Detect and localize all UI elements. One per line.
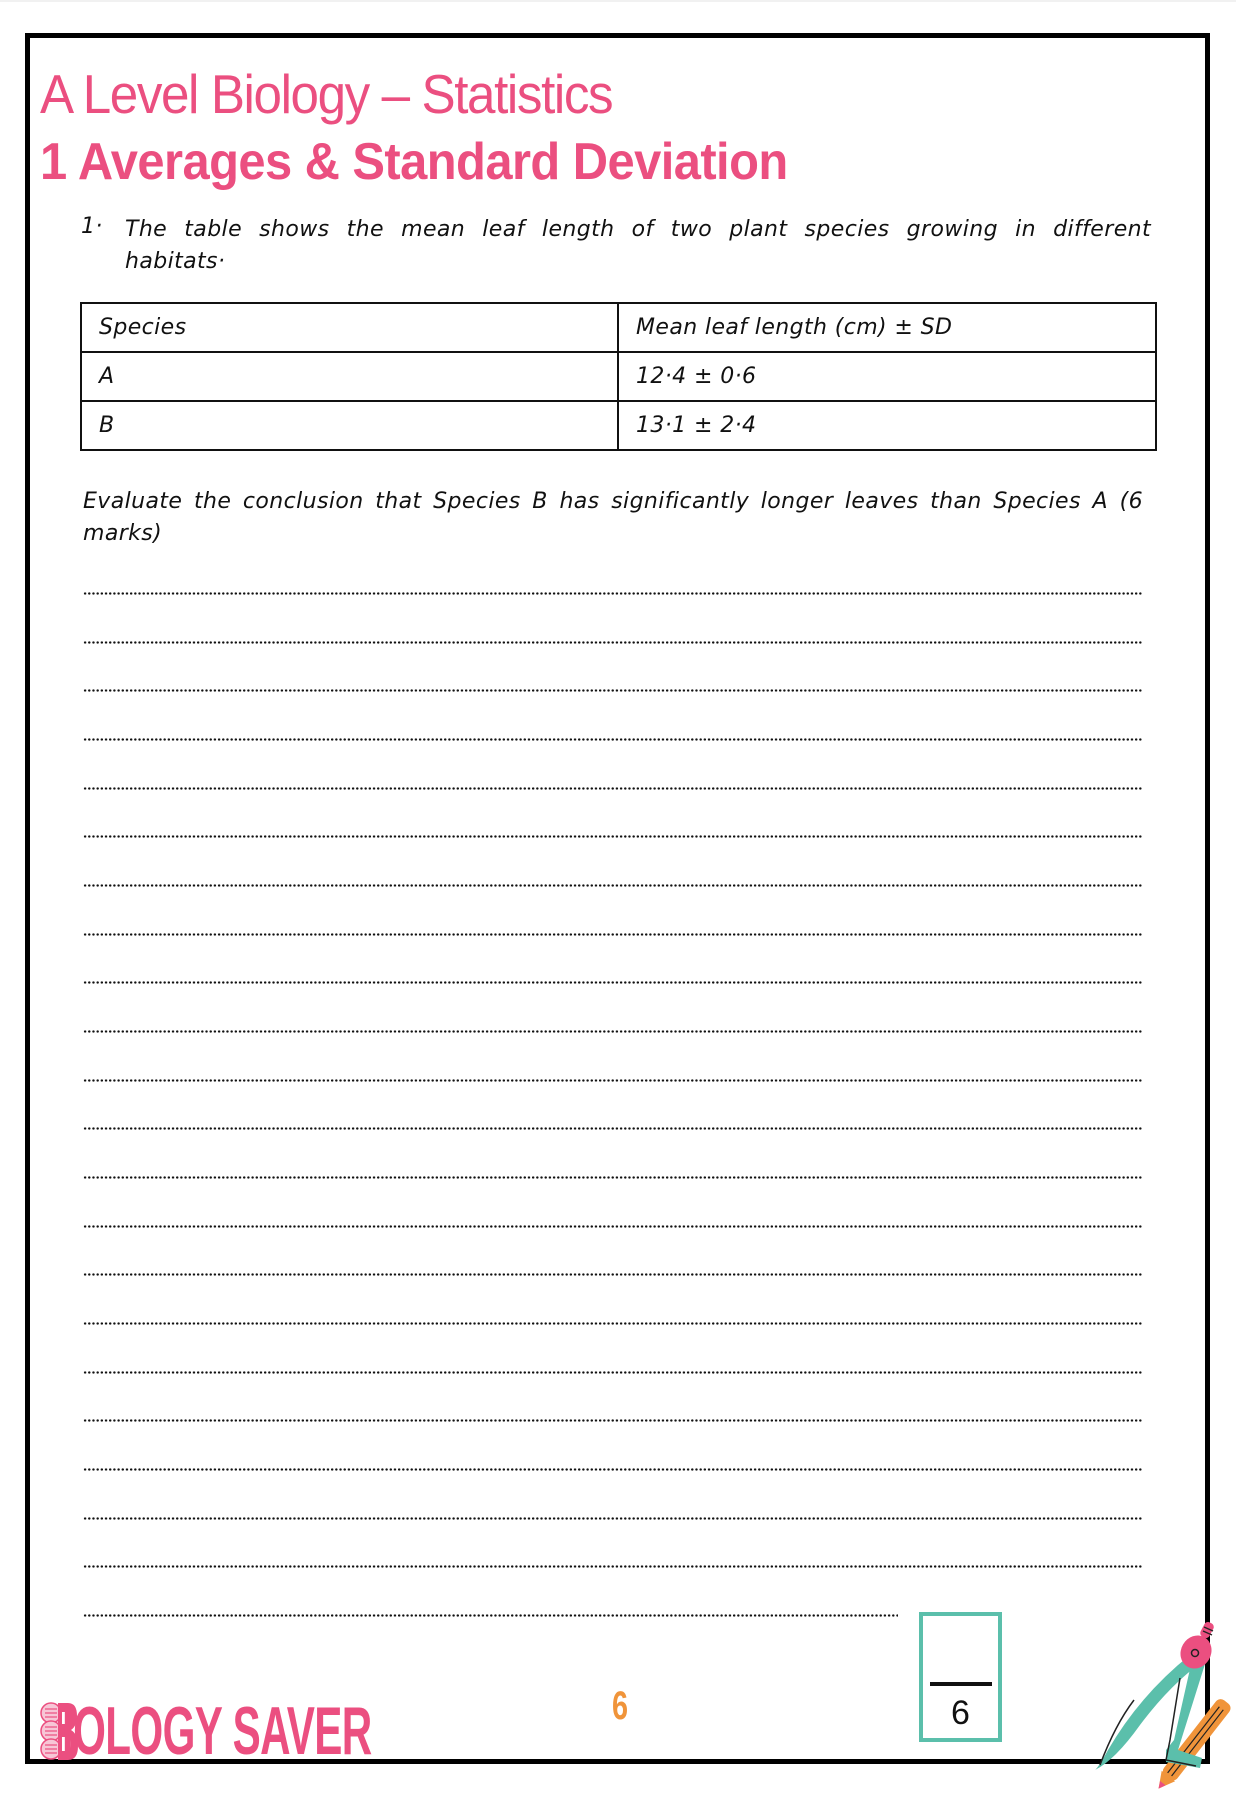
answer-line[interactable] <box>83 641 1143 644</box>
table-cell-mean: 13·1 ± 2·4 <box>618 401 1156 450</box>
page-number: 6 <box>612 1684 629 1728</box>
compass-and-pencil-icon <box>1080 1600 1236 1796</box>
answer-line[interactable] <box>83 933 1143 936</box>
table-header-mean: Mean leaf length (cm) ± SD <box>618 303 1156 352</box>
page-title: A Level Biology – Statistics <box>40 63 613 125</box>
top-hairline <box>0 0 1236 2</box>
question-number: 1· <box>81 214 103 239</box>
answer-line[interactable] <box>83 884 1143 887</box>
answer-line[interactable] <box>83 1079 1143 1082</box>
table-row <box>81 401 1156 450</box>
answer-line[interactable] <box>83 1371 1143 1374</box>
answer-line[interactable] <box>83 1517 1143 1520</box>
brand-name: IOLOGY SAVER <box>62 1693 372 1769</box>
table-header-row <box>81 303 1156 352</box>
brand-logo <box>38 1693 418 1769</box>
answer-line[interactable] <box>83 981 1143 984</box>
table-header-species: Species <box>81 303 618 352</box>
answer-line[interactable] <box>83 1176 1143 1179</box>
answer-line[interactable] <box>83 1614 898 1617</box>
answer-line[interactable] <box>83 1565 1143 1568</box>
answer-line[interactable] <box>83 592 1143 595</box>
answer-line[interactable] <box>83 835 1143 838</box>
answer-line[interactable] <box>83 1322 1143 1325</box>
question-text: The table shows the mean leaf length of two plant species growing in different habitats· <box>125 217 1151 274</box>
section-title: 1 Averages & Standard Deviation <box>40 133 788 191</box>
answer-line[interactable] <box>83 689 1143 692</box>
task-prompt: Evaluate the conclusion that Species B has significantly longer leaves than Species A (6 marks) <box>83 489 1143 546</box>
answer-line[interactable] <box>83 1127 1143 1130</box>
data-table <box>80 302 1157 451</box>
answer-line[interactable] <box>83 1419 1143 1422</box>
page-frame <box>25 33 1210 1764</box>
answer-line[interactable] <box>83 1030 1143 1033</box>
table-cell-species: B <box>81 401 618 450</box>
answer-line[interactable] <box>83 1273 1143 1276</box>
score-fraction-line <box>930 1682 992 1686</box>
table-row <box>81 352 1156 401</box>
answer-line[interactable] <box>83 1225 1143 1228</box>
score-total: 6 <box>951 1694 970 1732</box>
table-cell-species: A <box>81 352 618 401</box>
answer-line[interactable] <box>83 738 1143 741</box>
table-cell-mean: 12·4 ± 0·6 <box>618 352 1156 401</box>
answer-line[interactable] <box>83 787 1143 790</box>
score-box[interactable] <box>919 1612 1002 1742</box>
answer-line[interactable] <box>83 1468 1143 1471</box>
